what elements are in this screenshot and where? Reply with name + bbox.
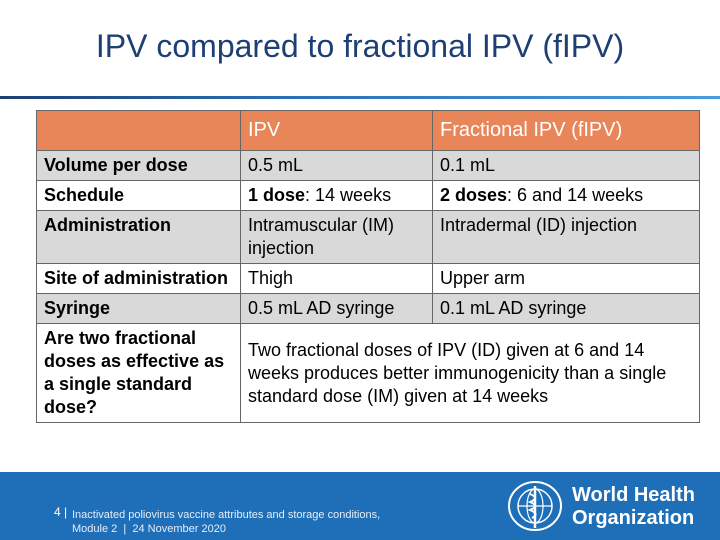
- table-row: [37, 181, 700, 211]
- fipv-cell: [433, 181, 700, 211]
- table-row: [37, 324, 700, 423]
- fipv-cell: Upper arm: [433, 264, 700, 294]
- slide-title: IPV compared to fractional IPV (fIPV): [95, 28, 625, 64]
- row-label: Volume per dose: [37, 151, 241, 181]
- row-label: Are two fractional doses as effective as a single standard dose?: [37, 324, 241, 423]
- fipv-dose-count: 2 doses: [440, 185, 508, 205]
- merged-answer-cell: Two fractional doses of IPV (ID) given at 6 and 14 weeks produces better immunogenicity than a single standard dose (IM) given at 14 weeks: [241, 324, 700, 423]
- fipv-schedule-detail: : 6 and 14 weeks: [507, 185, 644, 205]
- footer-citation-line1: Inactivated poliovirus vaccine attributes and storage conditions,: [72, 509, 381, 521]
- footer-citation: [72, 508, 380, 536]
- ipv-cell: 0.5 mL: [241, 151, 433, 181]
- ipv-schedule-detail: : 14 weeks: [305, 185, 392, 205]
- fipv-cell: Intradermal (ID) injection: [433, 211, 700, 264]
- comparison-table: [36, 110, 700, 423]
- fipv-cell: 0.1 mL: [433, 151, 700, 181]
- table-row: [37, 211, 700, 264]
- fipv-cell: 0.1 mL AD syringe: [433, 294, 700, 324]
- row-label: Administration: [37, 211, 241, 264]
- header-ipv: IPV: [241, 111, 433, 151]
- header-fipv: Fractional IPV (fIPV): [433, 111, 700, 151]
- footer-bar: [0, 472, 720, 540]
- table-header-row: [37, 111, 700, 151]
- footer-citation-line2: Module 2 | 24 November 2020: [72, 523, 226, 535]
- row-label: Syringe: [37, 294, 241, 324]
- ipv-dose-count: 1 dose: [248, 185, 306, 205]
- row-label: Schedule: [37, 181, 241, 211]
- ipv-cell: Intramuscular (IM) injection: [241, 211, 433, 264]
- title-divider: [0, 96, 720, 99]
- page-number: 4 |: [54, 505, 68, 519]
- ipv-cell: 0.5 mL AD syringe: [241, 294, 433, 324]
- ipv-cell: Thigh: [241, 264, 433, 294]
- ipv-cell: [241, 181, 433, 211]
- who-emblem-icon: [506, 480, 564, 532]
- row-label: Site of administration: [37, 264, 241, 294]
- who-logo: [506, 480, 706, 532]
- table-row: [37, 294, 700, 324]
- table-row: [37, 151, 700, 181]
- who-wordmark: World Health Organization: [572, 484, 695, 529]
- table-row: [37, 264, 700, 294]
- header-empty-cell: [37, 111, 241, 151]
